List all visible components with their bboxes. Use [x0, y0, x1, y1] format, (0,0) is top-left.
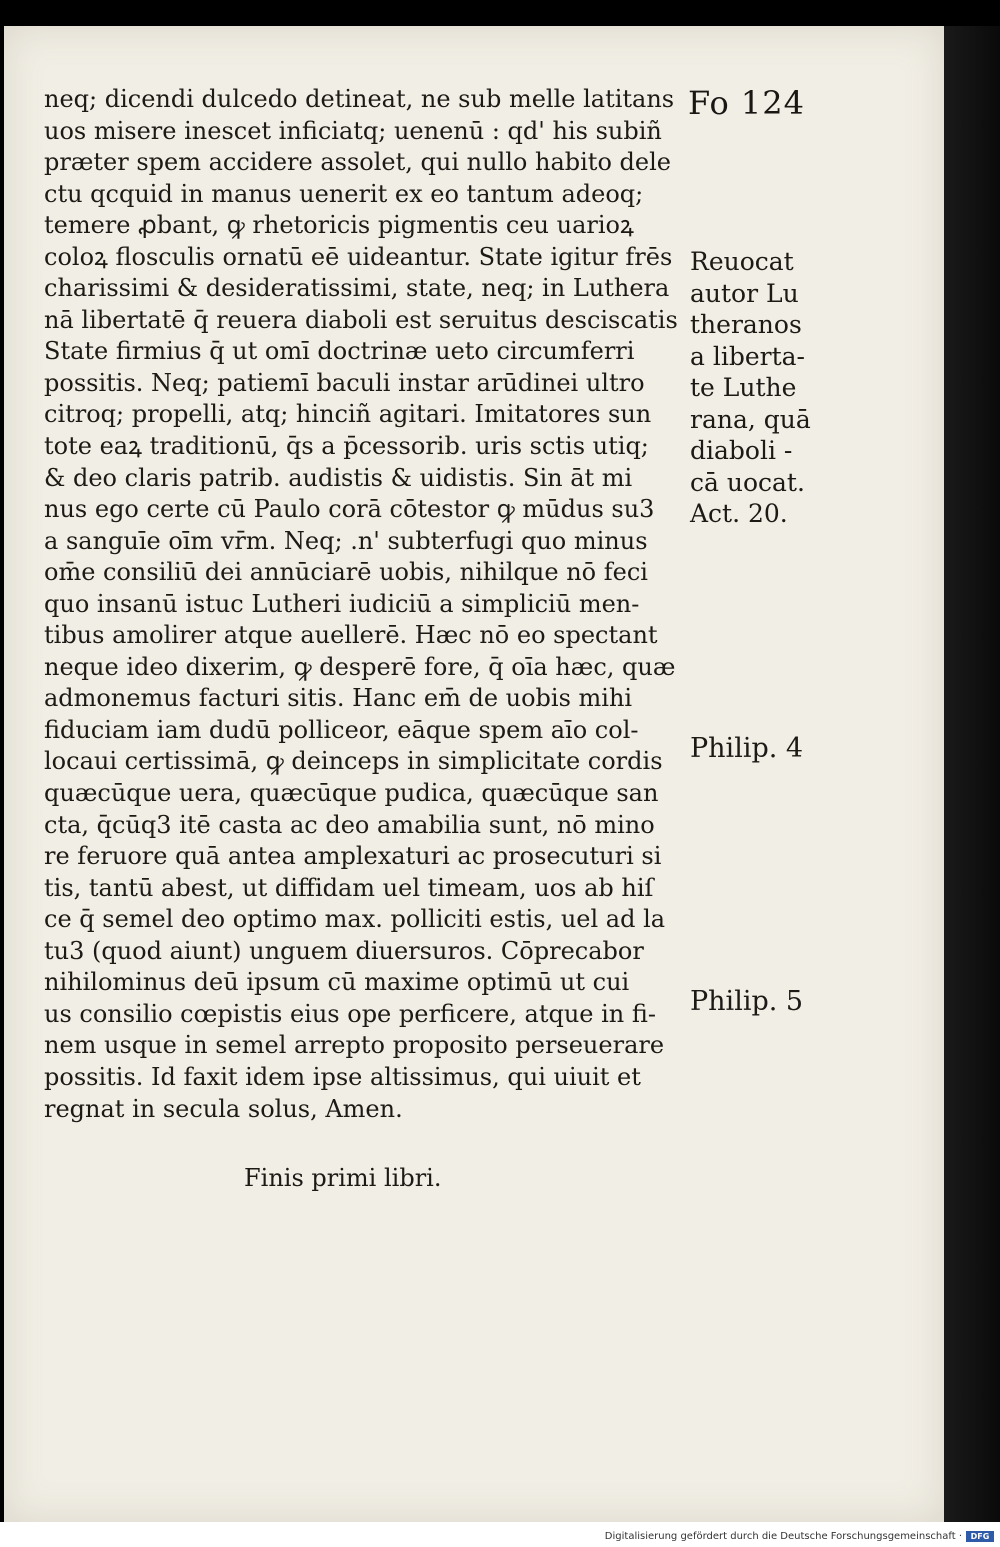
body-text-line: citroq; propelli, atq; hinciñ agitari. Imitatores sun	[44, 400, 652, 429]
body-text-line: tote eaꝝ traditionū, q̄s a p̄cessorib. uris sctis utiq;	[44, 432, 649, 461]
page-edge-shadow	[944, 26, 1000, 1522]
body-text-line: nus ego certe cū Paulo corā cōtestor ꝙ mūdus su3	[44, 495, 655, 524]
gloss-reuocat-line: te Luthe	[690, 373, 797, 402]
body-text-line: nā libertatē q̄ reuera diaboli est seruitus desciscatis	[44, 305, 678, 334]
body-text-line: præter spem accidere assolet, qui nullo habito dele	[44, 148, 671, 177]
body-text-line: nihilominus deū ipsum cū maxime optimū ut cui	[44, 968, 630, 997]
body-text-line: charissimi & desideratissimi, state, neq; in Luthera	[44, 274, 670, 303]
body-text-line: quo insanū istuc Lutheri iudiciū a simpliciū men-	[44, 589, 640, 618]
body-text-line: neque ideo dixerim, ꝙ desperē fore, q̄ oīa hæc, quæ	[44, 652, 676, 681]
body-text-line: ctu qcquid in manus uenerit ex eo tantum adeoq;	[44, 179, 644, 208]
body-text-line: locaui certissimā, ꝙ deinceps in simplicitate cordis	[44, 747, 663, 776]
body-text-line: regnat in secula solus, Amen.	[44, 1094, 403, 1123]
gloss-philip5-line: Philip. 5	[690, 986, 804, 1017]
margin-gloss-philip5	[690, 986, 803, 1018]
gloss-reuocat-line: a liberta-	[690, 341, 805, 371]
body-text-line: uos misere inescet inficiatq; uenenū : qd' his subiñ	[44, 116, 662, 145]
body-text-line: possitis. Neq; patiemī baculi instar arūdinei ultro	[44, 368, 645, 397]
gloss-reuocat-line: autor Lu	[690, 278, 799, 308]
body-text-line: a sanguīe oīm vr̄m. Neq; .n' subterfugi quo minus	[44, 526, 648, 555]
margin-gloss-philip4	[690, 733, 803, 765]
body-text-line: coloꝝ flosculis ornatū eē uideantur. State igitur frēs	[44, 242, 673, 271]
gloss-reuocat-line: Reuocat	[690, 247, 794, 276]
body-text-line: neq; dicendi dulcedo detineat, ne sub melle latitans	[44, 85, 675, 113]
body-text-line: re feruore quā antea amplexaturi ac prosecuturi si	[44, 842, 662, 871]
gloss-reuocat-line: Act. 20.	[690, 499, 788, 528]
gloss-reuocat-line: theranos	[690, 310, 802, 339]
dfg-logo-icon: DFG	[966, 1531, 994, 1542]
body-text-line: om̄e consiliū dei annūciarē uobis, nihilque nō feci	[44, 558, 648, 587]
body-text-line: fiduciam iam dudū polliceor, eāque spem aīo col-	[44, 715, 639, 744]
body-text-line: cta, q̄cūq3 itē casta ac deo amabilia sunt, nō mino	[44, 810, 655, 839]
gloss-reuocat-line: rana, quā	[690, 404, 811, 434]
body-text-line: ce q̄ semel deo optimo max. polliciti estis, uel ad la	[44, 905, 666, 934]
gloss-philip4-line: Philip. 4	[690, 733, 804, 764]
body-text-line: admonemus facturi sitis. Hanc em̄ de uobis mihi	[44, 684, 633, 713]
footer-credit: Digitalisierung gefördert durch die Deutsche Forschungsgemeinschaft ·	[604, 1531, 962, 1542]
body-text-line: us consilio cœpistis eius ope perficere, atque in fi-	[44, 999, 656, 1028]
finis-line: Finis primi libri.	[244, 1164, 442, 1192]
body-text-line: possitis. Id faxit idem ipse altissimus, qui uiuit et	[44, 1062, 641, 1091]
body-text-line: quæcūque uera, quæcūque pudica, quæcūque san	[44, 779, 659, 808]
body-text-line: tu3 (quod aiunt) unguem diuersuros. Cōprecabor	[44, 936, 644, 965]
gloss-reuocat-line: cā uocat.	[690, 467, 805, 497]
body-text	[44, 84, 684, 1125]
margin-gloss-reuocat	[690, 246, 811, 530]
body-text-line: & deo claris patrib. audistis & uidistis. Sin āt mi	[44, 463, 633, 492]
body-text-line: tis, tantū abest, ut diffidam uel timeam, uos ab hiſ	[44, 873, 654, 902]
body-text-line: nem usque in semel arrepto proposito perseuerare	[44, 1031, 665, 1060]
body-text-line: temere ꝓbant, ꝙ rhetoricis pigmentis ceu uarioꝝ	[44, 211, 634, 240]
body-text-line: State firmius q̄ ut omī doctrinæ ueto circumferri	[44, 337, 635, 366]
folio-number: Fo 124	[688, 84, 805, 122]
gloss-reuocat-line: diaboli -	[690, 436, 793, 465]
body-text-line: tibus amolirer atque auellerē. Hæc nō eo spectant	[44, 621, 658, 650]
